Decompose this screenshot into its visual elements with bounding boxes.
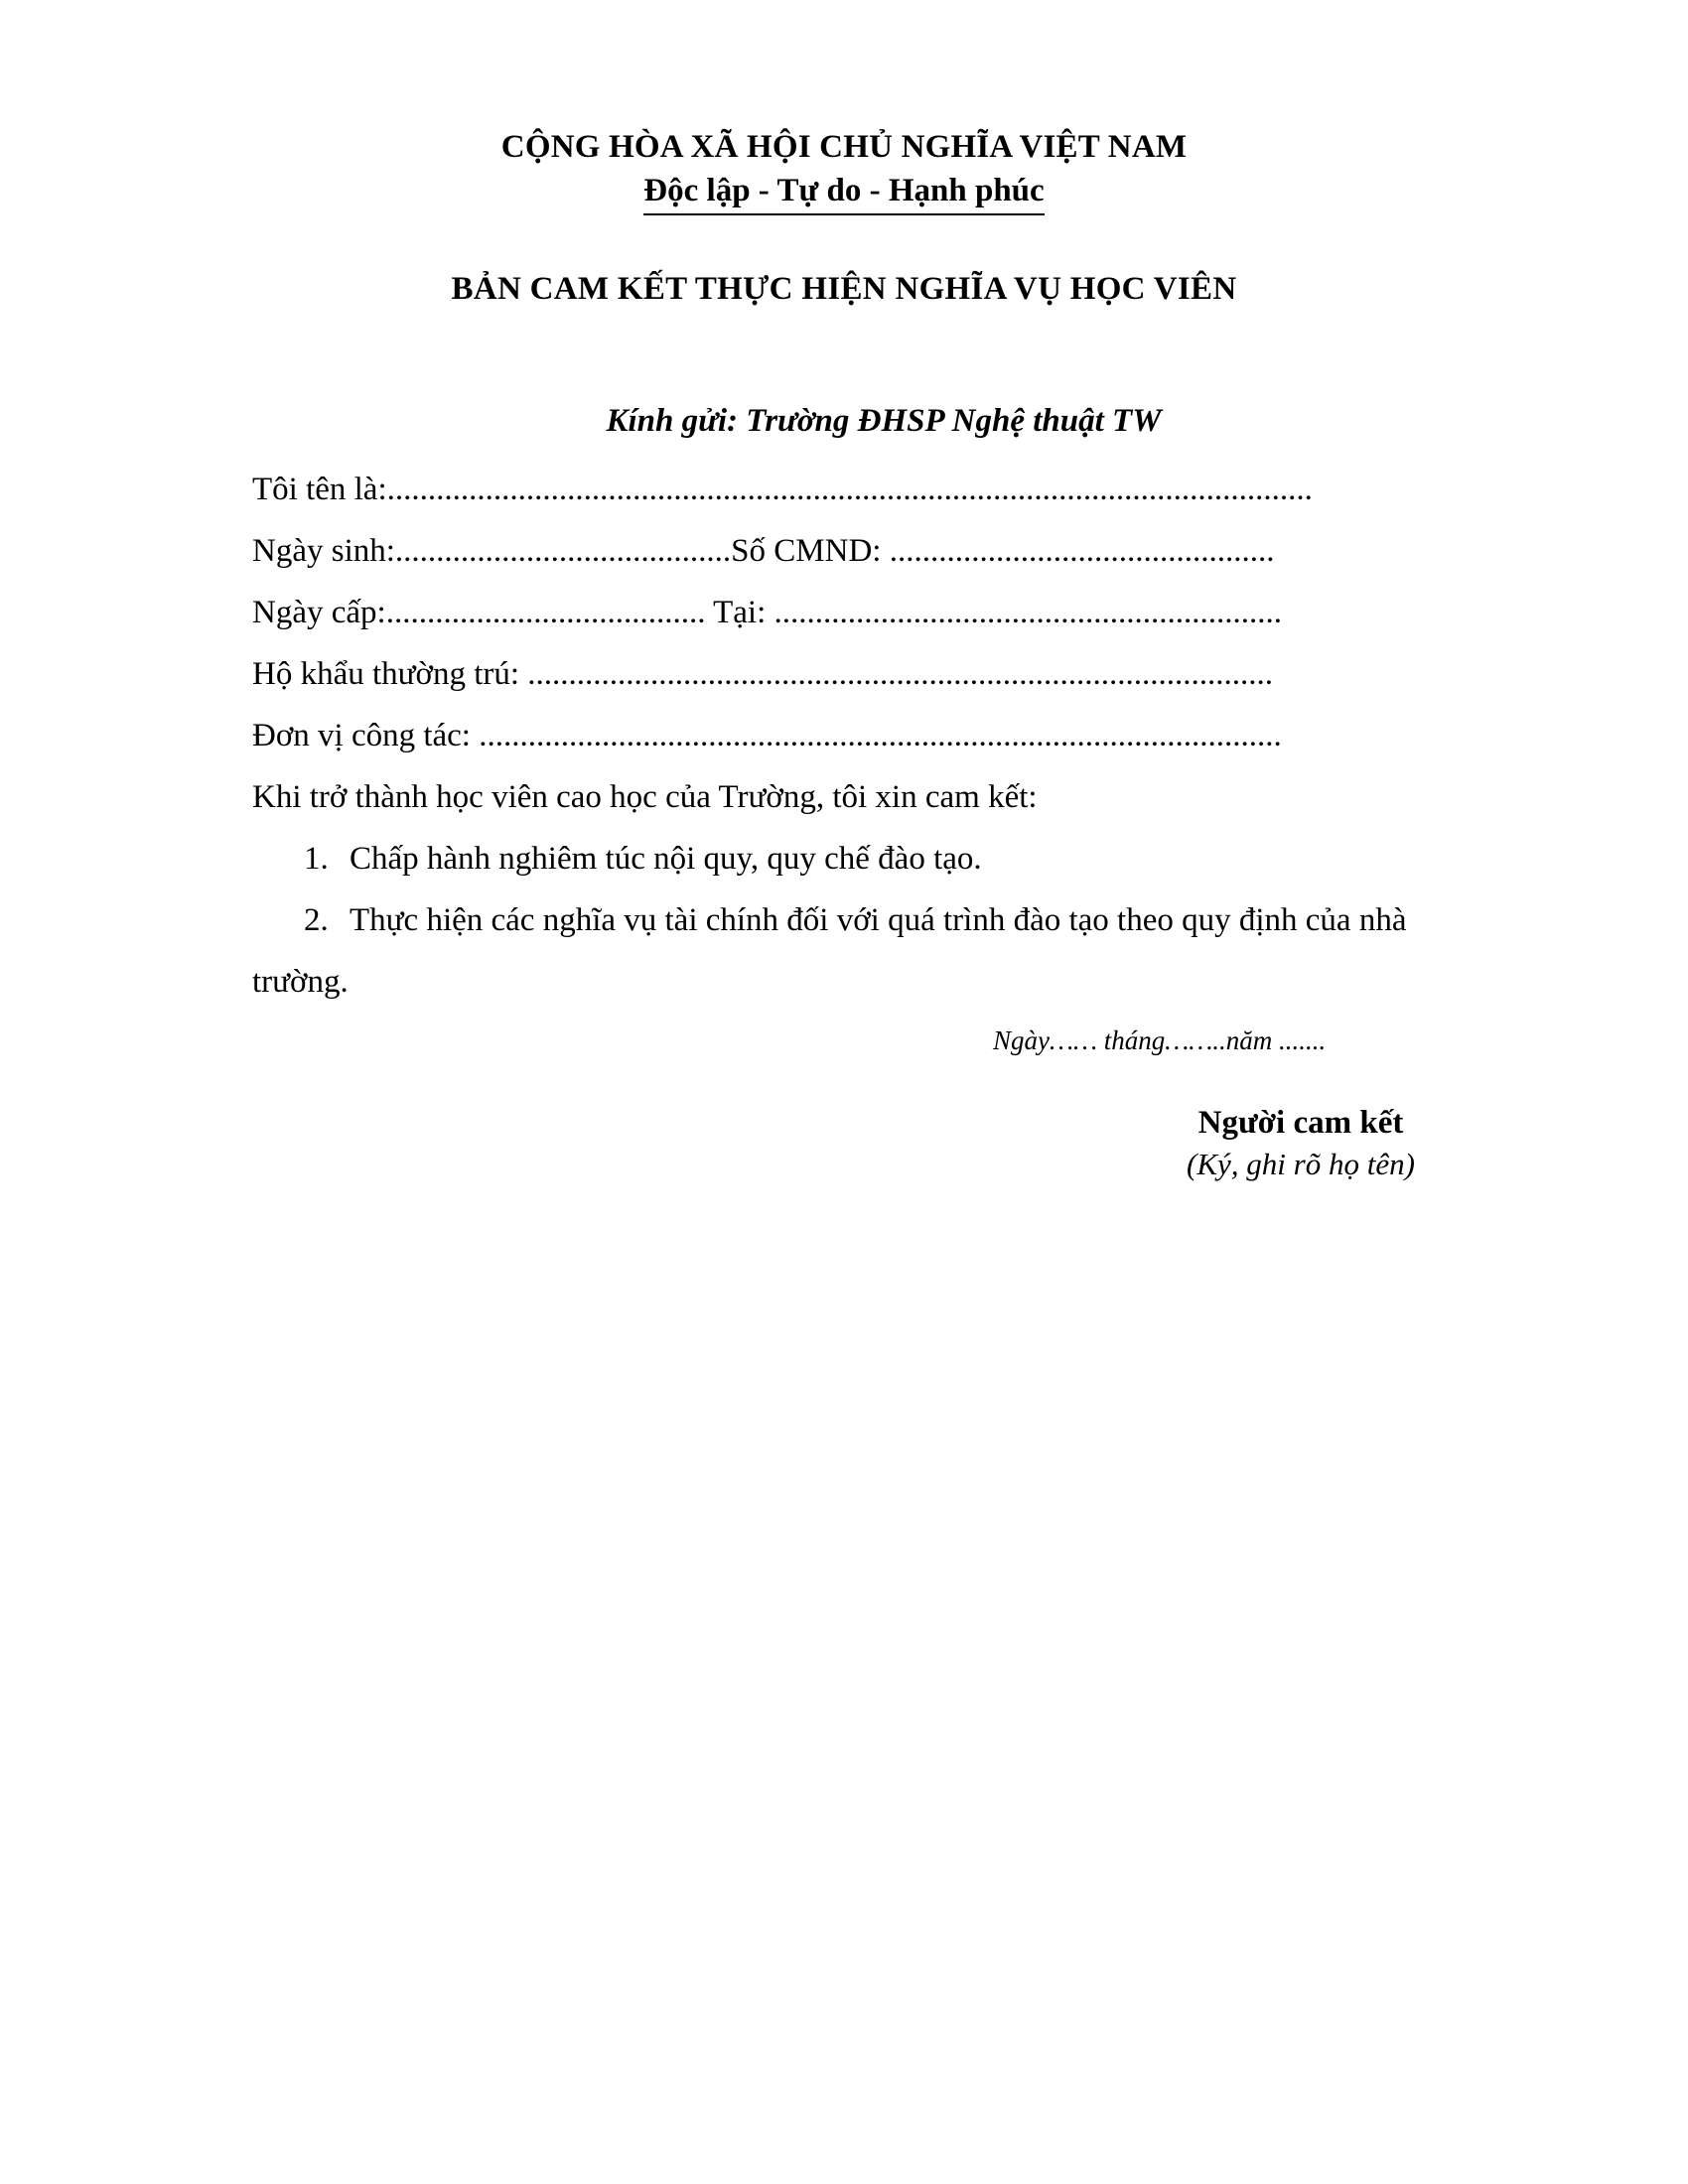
signer-label: Người cam kết: [1197, 1105, 1404, 1141]
signature-note: (Ký, ghi rõ họ tên): [1187, 1147, 1415, 1181]
list-item-text: Thực hiện các nghĩa vụ tài chính đối với quá trình đào tạo theo quy định của nhà: [350, 902, 1407, 938]
name-field: Tôi tên là:.................................................................................................................: [252, 472, 1313, 507]
list-item-text: Chấp hành nghiêm túc nội quy, quy chế đào tạo.: [350, 841, 982, 877]
national-title: CỘNG HÒA XÃ HỘI CHỦ NGHĨA VIỆT NAM: [500, 129, 1188, 165]
commitment-intro: Khi trở thành học viên cao học của Trường, tôi xin cam kết:: [252, 779, 1038, 815]
document-title: BẢN CAM KẾT THỰC HIỆN NGHĨA VỤ HỌC VIÊN: [451, 271, 1237, 307]
workplace-field: Đơn vị công tác: ..................................................................................................: [252, 718, 1282, 753]
list-item-continuation: trường.: [252, 964, 349, 1000]
addressee: Kính gửi: Trường ĐHSP Nghệ thuật TW: [606, 403, 1162, 439]
residence-field: Hộ khẩu thường trú: ...........................................................................................: [252, 656, 1274, 692]
birth-id-field: Ngày sinh:.........................................Số CMND: ...............................................: [252, 533, 1275, 569]
national-motto: [0, 171, 1688, 215]
list-item: [304, 838, 982, 880]
date-line: Ngày…… tháng……..năm .......: [993, 1025, 1327, 1055]
issue-date-place-field: Ngày cấp:....................................... Tại: ..............................................................: [252, 595, 1282, 630]
list-item-number: 2.: [304, 902, 329, 938]
motto-text: Độc lập - Tự do - Hạnh phúc: [643, 171, 1044, 215]
list-item-number: 1.: [304, 841, 329, 877]
list-item: [304, 899, 1406, 941]
